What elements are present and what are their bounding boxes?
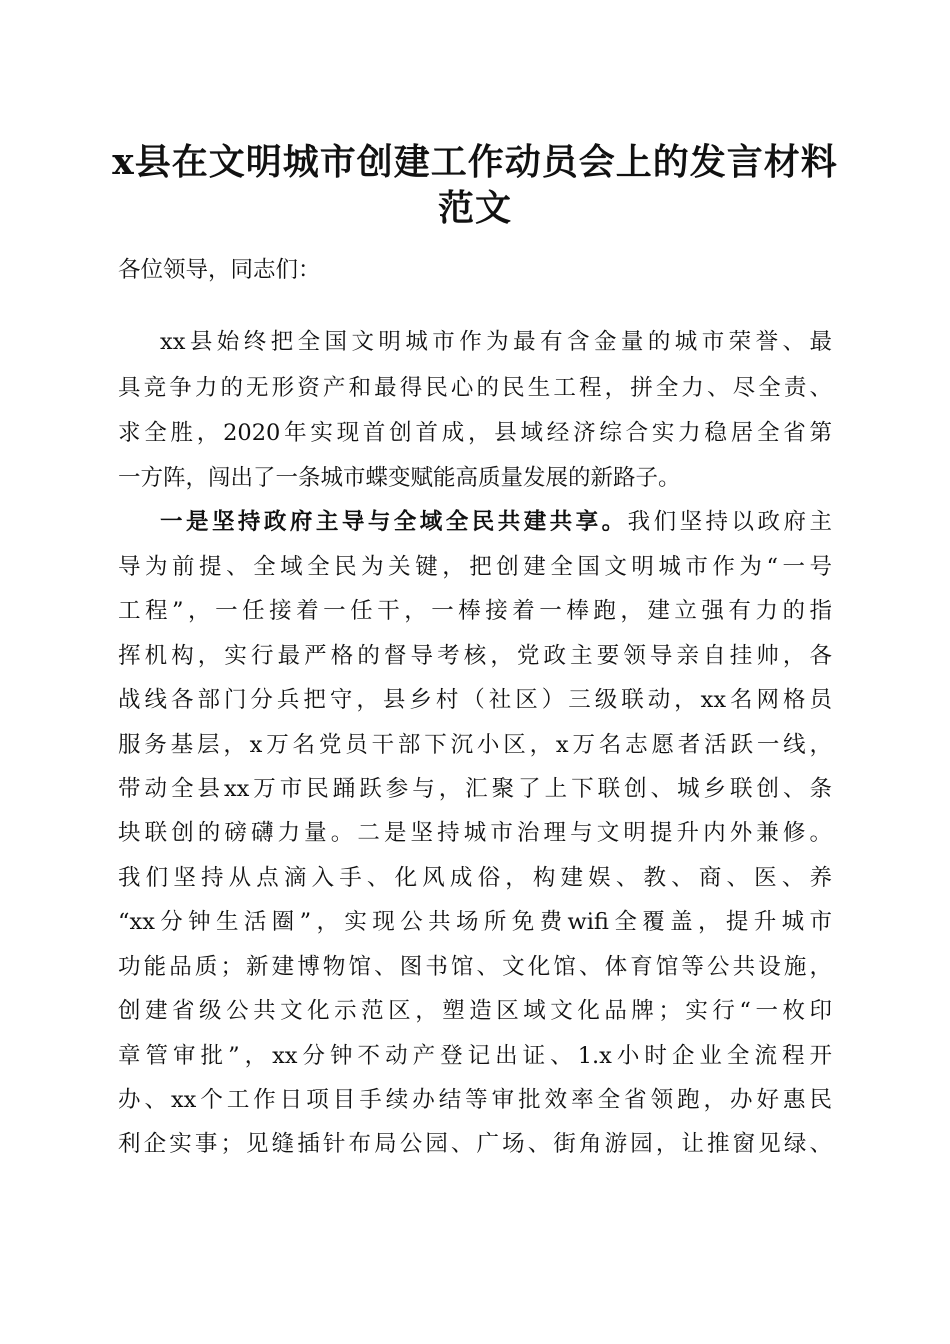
paragraph-2-line-6: 服务基层，x万名党员干部下沉小区，x万名志愿者活跃一线， xyxy=(118,732,832,758)
paragraph-2-line-10: “xx分钟生活圈”，实现公共场所免费wifi全覆盖，提升城市 xyxy=(118,909,832,935)
document-title-line-1: x县在文明城市创建工作动员会上的发言材料 xyxy=(112,141,838,183)
paragraph-2-line-5: 战线各部门分兵把守，县乡村（社区）三级联动，xx名网格员 xyxy=(118,687,832,713)
paragraph-2-line-4: 挥机构，实行最严格的督导考核，党政主要领导亲自挂帅，各 xyxy=(118,643,832,669)
paragraph-2-line-11: 功能品质；新建博物馆、图书馆、文化馆、体育馆等公共设施， xyxy=(118,954,832,980)
paragraph-1-line-3: 求全胜，2020年实现首创首成，县域经济综合实力稳居全省第 xyxy=(118,420,832,446)
paragraph-2-line-12: 创建省级公共文化示范区，塑造区域文化品牌；实行“一枚印 xyxy=(118,998,832,1024)
paragraph-2-line-2: 导为前提、全域全民为关键，把创建全国文明城市作为“一号 xyxy=(118,554,832,580)
paragraph-2-line-13: 章管审批”，xx分钟不动产登记出证、1.x小时企业全流程开 xyxy=(118,1043,832,1069)
document-title-line-2: 范文 xyxy=(437,187,512,229)
paragraph-2-line-14: 办、xx个工作日项目手续办结等审批效率全省领跑，办好惠民 xyxy=(118,1087,832,1113)
paragraph-2-line-9: 我们坚持从点滴入手、化风成俗，构建娱、教、商、医、养 xyxy=(118,865,832,891)
salutation: 各位领导，同志们： xyxy=(118,257,321,283)
paragraph-1-line-1: xx县始终把全国文明城市作为最有含金量的城市荣誉、最 xyxy=(160,329,832,355)
paragraph-2-line-3: 工程”，一任接着一任干，一棒接着一棒跑，建立强有力的指 xyxy=(118,598,832,624)
paragraph-1-line-2: 具竞争力的无形资产和最得民心的民生工程，拼全力、尽全责、 xyxy=(118,375,832,401)
paragraph-2-line-8: 块联创的磅礴力量。二是坚持城市治理与文明提升内外兼修。 xyxy=(118,820,832,846)
paragraph-2-heading: 一是坚持政府主导与全域全民共建共享。 xyxy=(160,509,628,535)
paragraph-1-line-4: 一方阵，闯出了一条城市蝶变赋能高质量发展的新路子。 xyxy=(118,465,681,491)
paragraph-2-line-15: 利企实事；见缝插针布局公园、广场、街角游园，让推窗见绿、 xyxy=(118,1131,832,1157)
paragraph-2-line-1-rest: 我们坚持以政府主 xyxy=(627,509,832,535)
paragraph-2-line-1 xyxy=(160,507,832,537)
paragraph-2-line-7: 带动全县xx万市民踊跃参与，汇聚了上下联创、城乡联创、条 xyxy=(118,776,832,802)
